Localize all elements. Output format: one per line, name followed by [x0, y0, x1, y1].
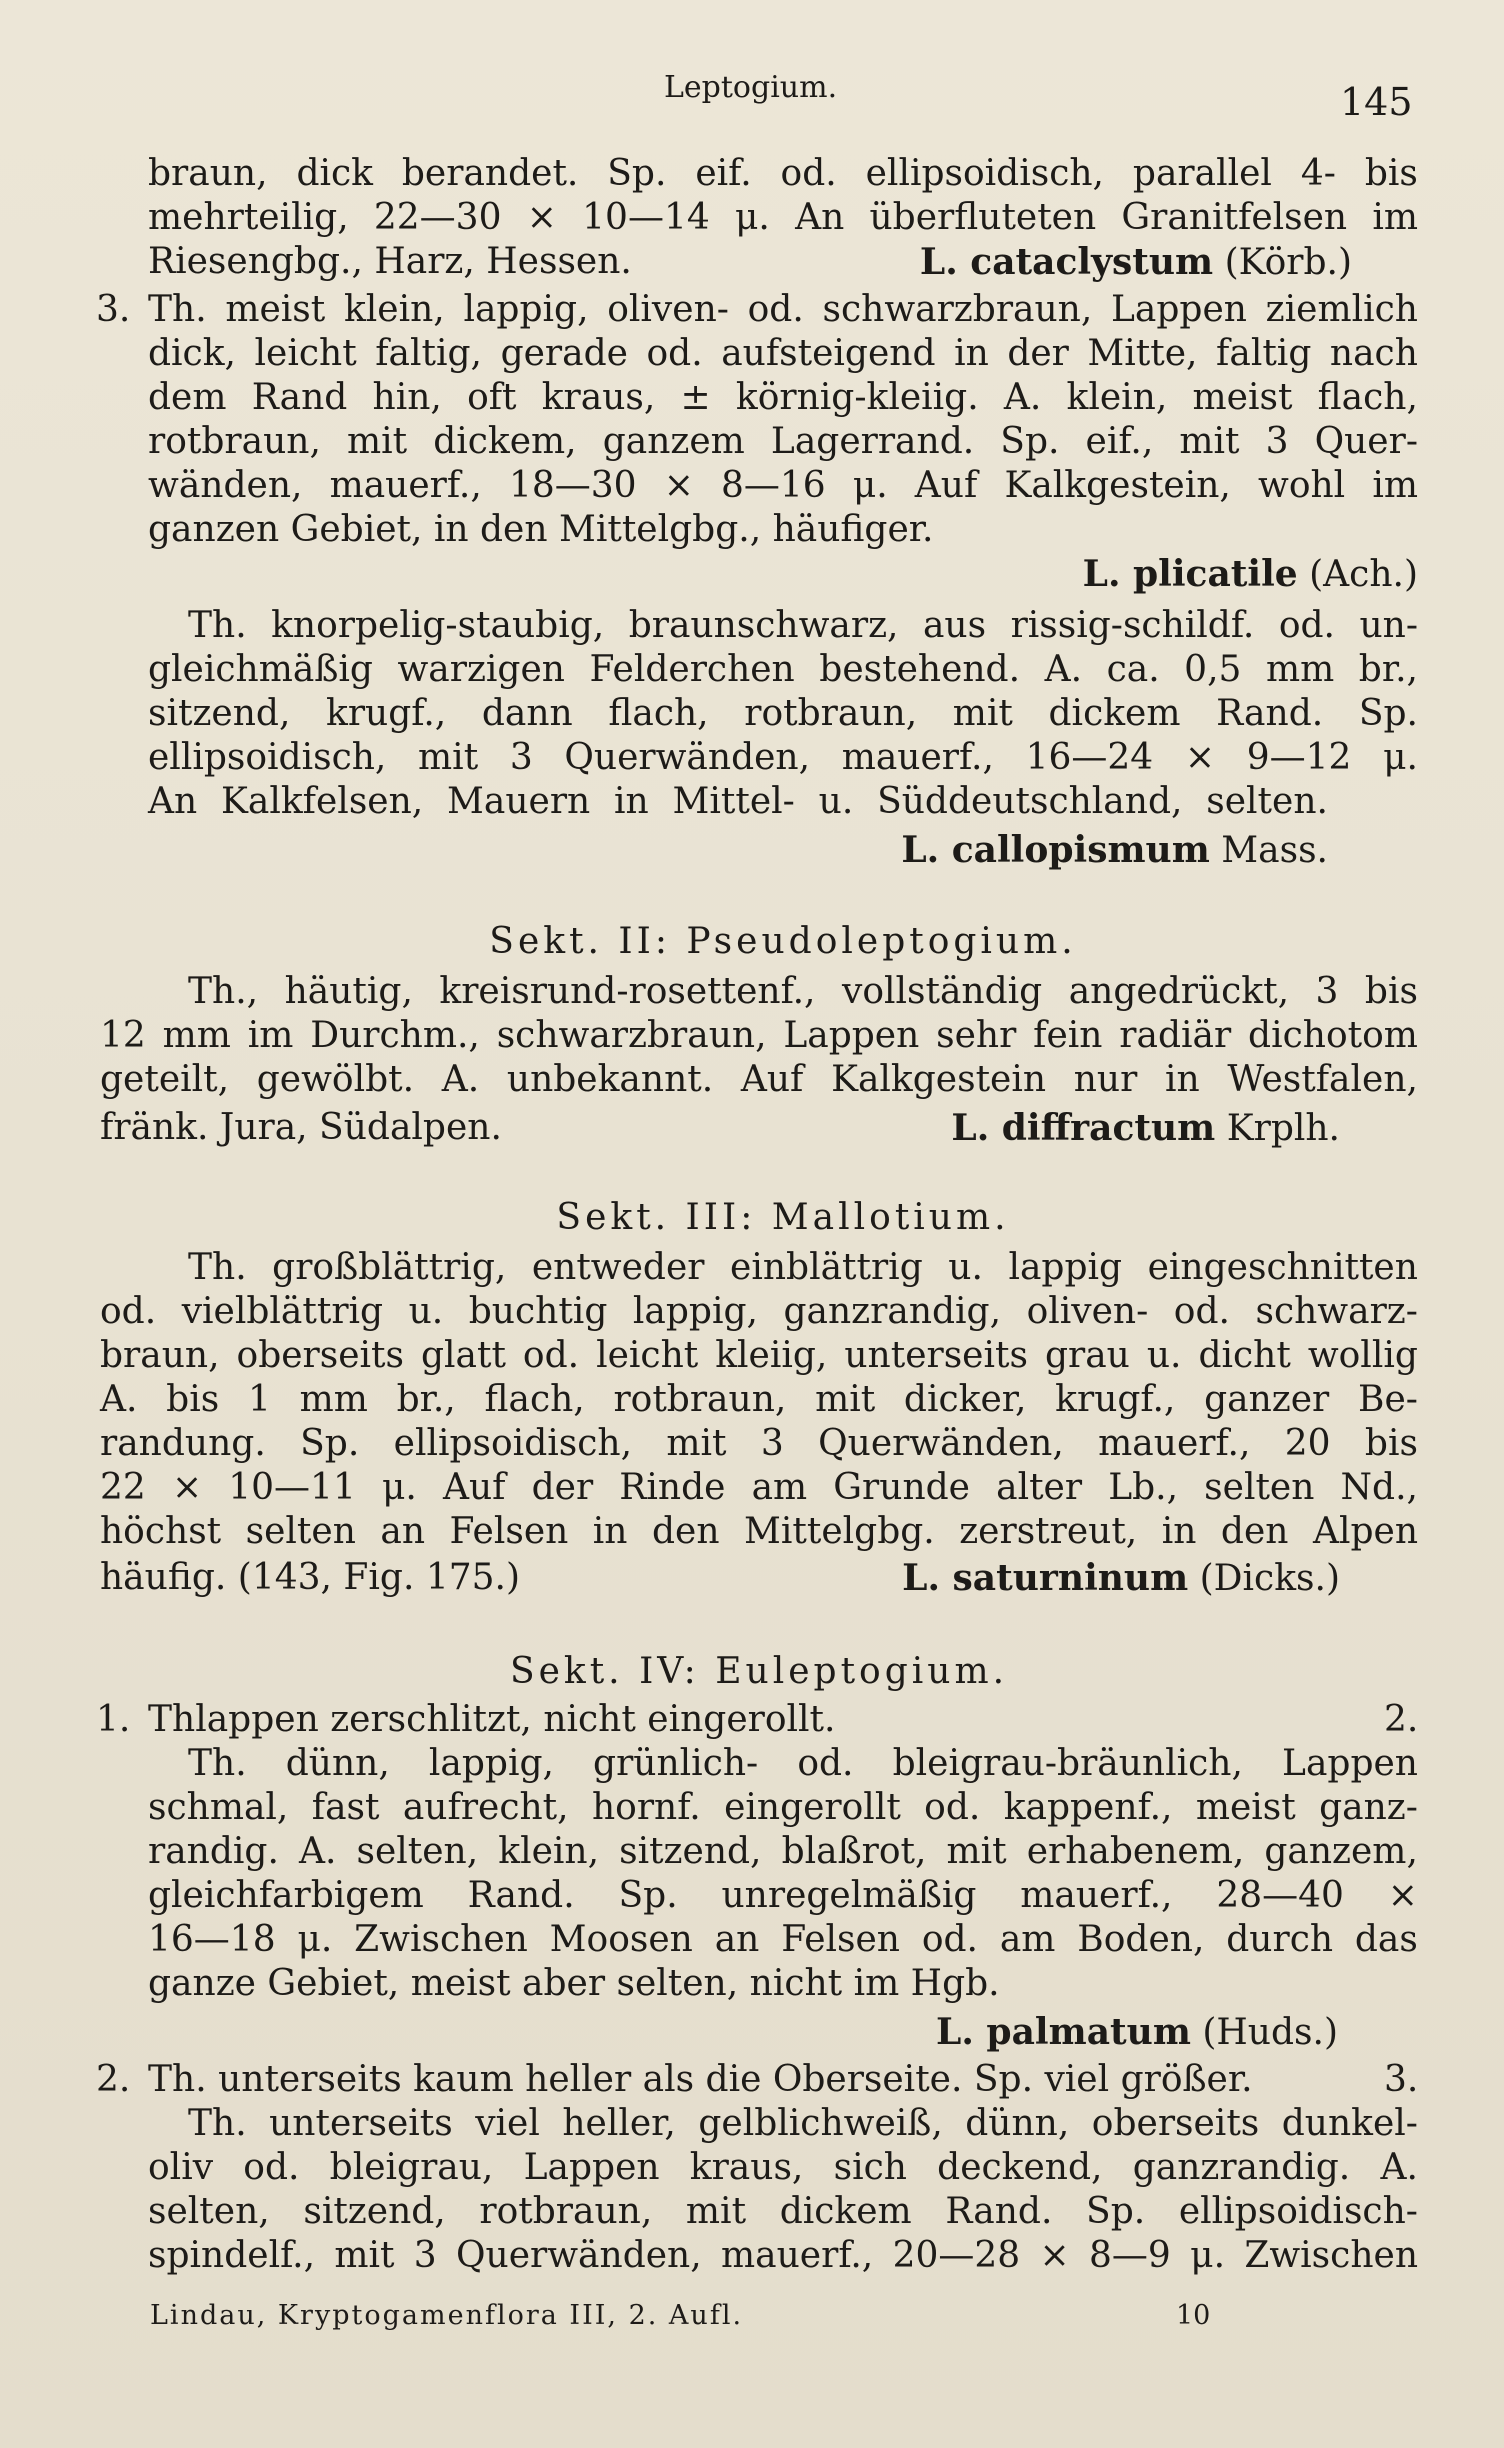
- species-name-line: [148, 552, 1418, 597]
- running-title: Leptogium.: [664, 70, 838, 105]
- page-number: 145: [1340, 80, 1413, 124]
- text-line: wänden, mauerf., 18—30 × 8—16 μ. Auf Kalkgestein, wohl im: [148, 465, 1418, 506]
- text-line: ganzen Gebiet, in den Mittelgbg., häufiger.: [148, 509, 934, 550]
- section-heading: Sekt. II: Pseudoleptogium.: [489, 921, 1077, 962]
- species-author: (Ach.): [1297, 554, 1418, 595]
- footer-signature: 10: [1176, 2300, 1211, 2331]
- text-line: braun, oberseits glatt od. leicht kleiig, unterseits grau u. dicht wollig: [100, 1335, 1418, 1376]
- text-line: spindelf., mit 3 Querwänden, mauerf., 20—28 × 8—9 μ. Zwischen: [148, 2235, 1418, 2276]
- text-line: Th. meist klein, lappig, oliven- od. schwarzbraun, Lappen ziemlich: [148, 289, 1418, 330]
- key-number: 2.: [96, 2059, 131, 2100]
- text-line: höchst selten an Felsen in den Mittelgbg. zerstreut, in den Alpen: [100, 1511, 1418, 1552]
- section-heading: Sekt. IV: Euleptogium.: [509, 1651, 1009, 1692]
- text-line: randig. A. selten, klein, sitzend, blaßrot, mit erhabenem, ganzem,: [148, 1831, 1418, 1872]
- text-line: rotbraun, mit dickem, ganzem Lagerrand. Sp. eif., mit 3 Quer-: [148, 421, 1418, 462]
- text-line: A. bis 1 mm br., flach, rotbraun, mit dicker, krugf., ganzer Be-: [100, 1379, 1418, 1420]
- text-line: schmal, fast aufrecht, hornf. eingerollt od. kappenf., meist ganz-: [148, 1787, 1418, 1828]
- species-name-line: [148, 2010, 1338, 2055]
- text-line: häufig. (143, Fig. 175.): [100, 1557, 521, 1598]
- text-line: sitzend, krugf., dann flach, rotbraun, mit dickem Rand. Sp.: [148, 693, 1418, 734]
- species-author: (Huds.): [1190, 2012, 1338, 2053]
- text-line: dem Rand hin, oft kraus, ± körnig-kleiig. A. klein, meist flach,: [148, 377, 1418, 418]
- text-line: oliv od. bleigrau, Lappen kraus, sich deckend, ganzrandig. A.: [148, 2147, 1418, 2188]
- text-line: 16—18 μ. Zwischen Moosen an Felsen od. am Boden, durch das: [148, 1919, 1418, 1960]
- text-line: selten, sitzend, rotbraun, mit dickem Rand. Sp. ellipsoidisch-: [148, 2191, 1418, 2232]
- text-line: Thlappen zerschlitzt, nicht eingerollt.: [148, 1699, 836, 1740]
- section-heading: Sekt. III: Mallotium.: [556, 1197, 1010, 1238]
- text-line: An Kalkfelsen, Mauern in Mittel- u. Süddeutschland, selten.: [148, 781, 1328, 822]
- text-line: od. vielblättrig u. buchtig lappig, ganzrandig, oliven- od. schwarz-: [100, 1291, 1418, 1332]
- key-reference: 2.: [1384, 1699, 1419, 1740]
- species-name: L. plicatile: [1082, 553, 1298, 595]
- footer-citation: Lindau, Kryptogamenflora III, 2. Aufl.: [150, 2300, 744, 2331]
- key-reference: 3.: [1384, 2059, 1419, 2100]
- text-line: Th. großblättrig, entweder einblättrig u. lappig eingeschnitten: [188, 1247, 1418, 1288]
- species-name-line: [148, 828, 1328, 873]
- text-line: geteilt, gewölbt. A. unbekannt. Auf Kalkgestein nur in Westfalen,: [100, 1059, 1418, 1100]
- text-line: gleichmäßig warzigen Felderchen bestehend. A. ca. 0,5 mm br.,: [148, 649, 1418, 690]
- text-line: gleichfarbigem Rand. Sp. unregelmäßig mauerf., 28—40 ×: [148, 1875, 1418, 1916]
- species-name: L. palmatum: [936, 2011, 1191, 2053]
- text-line: Riesengbg., Harz, Hessen.: [148, 241, 632, 282]
- text-line: ellipsoidisch, mit 3 Querwänden, mauerf., 16—24 × 9—12 μ.: [148, 737, 1418, 778]
- text-line: dick, leicht faltig, gerade od. aufsteigend in der Mitte, faltig nach: [148, 333, 1418, 374]
- text-line: ganze Gebiet, meist aber selten, nicht im Hgb.: [148, 1963, 1000, 2004]
- text-line: Th., häutig, kreisrund-rosettenf., vollständig angedrückt, 3 bis: [188, 971, 1418, 1012]
- species-author: Mass.: [1209, 830, 1328, 871]
- text-line: 12 mm im Durchm., schwarzbraun, Lappen sehr fein radiär dichotom: [100, 1015, 1418, 1056]
- species-name-line: L. cataclystum (Körb.): [919, 241, 1352, 283]
- text-line: mehrteilig, 22—30 × 10—14 μ. An überfluteten Granitfelsen im: [148, 197, 1418, 238]
- text-line: fränk. Jura, Südalpen.: [100, 1107, 502, 1148]
- text-line: Th. dünn, lappig, grünlich- od. bleigrau-bräunlich, Lappen: [188, 1743, 1418, 1784]
- species-name-line: L. diffractum Krplh.: [951, 1107, 1340, 1149]
- key-number: 1.: [96, 1699, 131, 1740]
- text-line: 22 × 10—11 μ. Auf der Rinde am Grunde alter Lb., selten Nd.,: [100, 1467, 1418, 1508]
- key-number: 3.: [96, 289, 131, 330]
- text-line: Th. unterseits viel heller, gelblichweiß, dünn, oberseits dunkel-: [188, 2103, 1418, 2144]
- species-name: L. callopismum: [901, 829, 1210, 871]
- text-line: Th. knorpelig-staubig, braunschwarz, aus rissig-schildf. od. un-: [188, 605, 1418, 646]
- species-name-line: L. saturninum (Dicks.): [902, 1557, 1340, 1599]
- text-line: randung. Sp. ellipsoidisch, mit 3 Querwänden, mauerf., 20 bis: [100, 1423, 1418, 1464]
- text-line: braun, dick berandet. Sp. eif. od. ellipsoidisch, parallel 4- bis: [148, 153, 1418, 194]
- text-line: Th. unterseits kaum heller als die Oberseite. Sp. viel größer.: [148, 2059, 1253, 2100]
